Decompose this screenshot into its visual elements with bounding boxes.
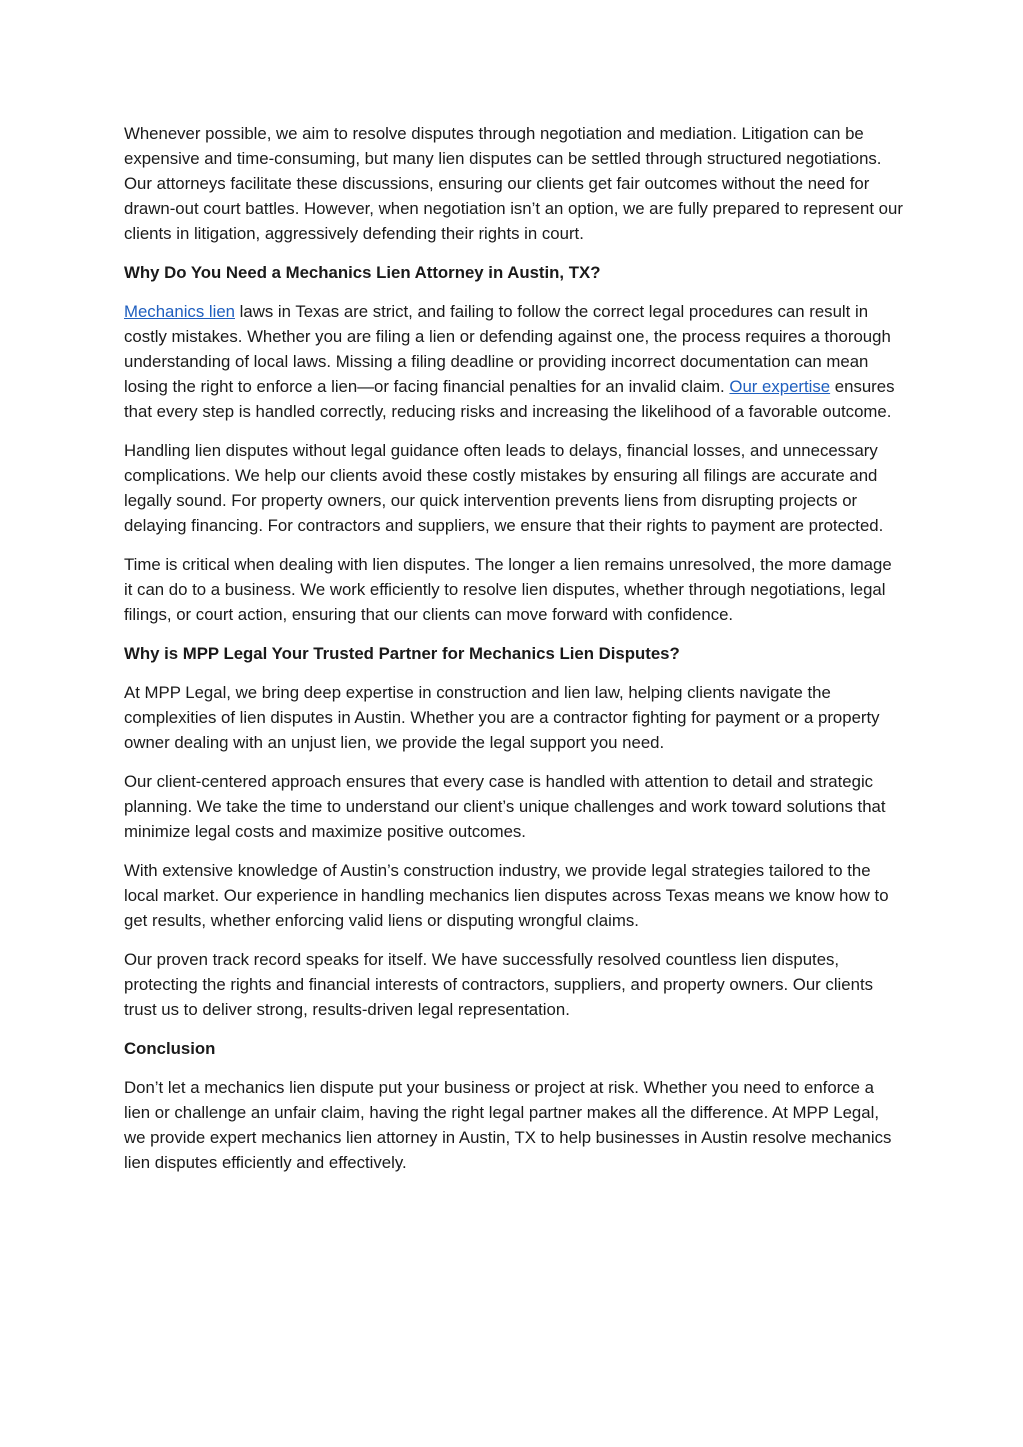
paragraph-deep-expertise: At MPP Legal, we bring deep expertise in construction and lien law, helping clients navigate the complexities of lien disputes in Austin. Whether you are a contractor fighting for payment or a property owner dealing with an unjust lien, we provide the legal support you need.	[124, 683, 880, 752]
document-page	[124, 121, 904, 1189]
paragraph-client-centered: Our client-centered approach ensures that every case is handled with attention to detail and strategic planning. We take the time to understand our client’s unique challenges and work toward solutions that minimize legal costs and maximize positive outcomes.	[124, 772, 886, 841]
paragraph-mechanics-lien-laws	[124, 299, 904, 424]
paragraph-local-knowledge: With extensive knowledge of Austin’s construction industry, we provide legal strategies tailored to the local market. Our experience in handling mechanics lien disputes across Texas means we know how to get results, whether enforcing valid liens or disputing wrongful claims.	[124, 861, 889, 930]
paragraph-text-part: laws in Texas are strict, and failing to follow the correct legal procedures can result in costly mistakes. Whether you are filing a lien or defending against one, the process requires a thorough understanding of local laws. Missing a filing deadline or providing incorrect documentation can mean losing the right to enforce a lien—or facing financial penalties for an invalid claim.	[124, 302, 891, 396]
paragraph-text-part: ensures that every step is handled correctly, reducing risks and increasing the likelihood of a favorable outcome.	[124, 377, 895, 421]
paragraph-track-record: Our proven track record speaks for itself. We have successfully resolved countless lien disputes, protecting the rights and financial interests of contractors, suppliers, and property owners. Our clients trust us to deliver strong, results-driven legal representation.	[124, 950, 874, 1019]
heading-why-need-attorney: Why Do You Need a Mechanics Lien Attorney in Austin, TX?	[124, 263, 601, 282]
our-expertise-link[interactable]: Our expertise	[729, 377, 831, 396]
paragraph-legal-guidance: Handling lien disputes without legal guidance often leads to delays, financial losses, and unnecessary complications. We help our clients avoid these costly mistakes by ensuring all filings are accurate and legally sound. For property owners, our quick intervention prevents liens from disrupting projects or delaying financing. For contractors and suppliers, we ensure that their rights to payment are protected.	[124, 441, 884, 535]
paragraph-time-critical: Time is critical when dealing with lien disputes. The longer a lien remains unresolved, the more damage it can do to a business. We work efficiently to resolve lien disputes, whether through negotiations, legal filings, or court action, ensuring that our clients can move forward with confidence.	[124, 555, 892, 624]
heading-conclusion: Conclusion	[124, 1039, 216, 1058]
heading-trusted-partner: Why is MPP Legal Your Trusted Partner for Mechanics Lien Disputes?	[124, 644, 680, 663]
paragraph-negotiation: Whenever possible, we aim to resolve disputes through negotiation and mediation. Litigation can be expensive and time-consuming, but many lien disputes can be settled through structured negotiations. Our attorneys facilitate these discussions, ensuring our clients get fair outcomes without the need for drawn-out court battles. However, when negotiation isn’t an option, we are fully prepared to represent our clients in litigation, aggressively defending their rights in court.	[124, 124, 903, 243]
paragraph-conclusion: Don’t let a mechanics lien dispute put your business or project at risk. Whether you need to enforce a lien or challenge an unfair claim, having the right legal partner makes all the difference. At MPP Legal, we provide expert mechanics lien attorney in Austin, TX to help businesses in Austin resolve mechanics lien disputes efficiently and effectively.	[124, 1078, 892, 1172]
mechanics-lien-link[interactable]: Mechanics lien	[124, 302, 235, 321]
